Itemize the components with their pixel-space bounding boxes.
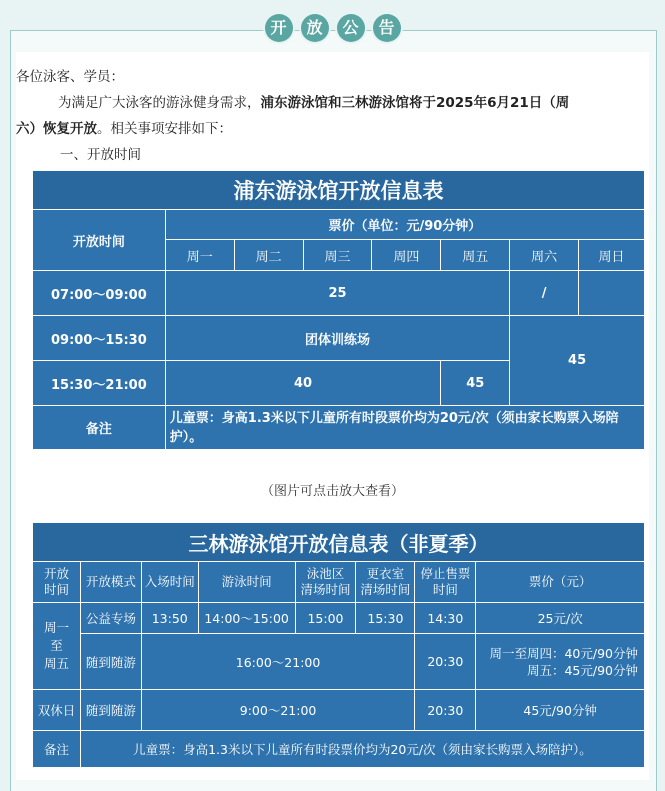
intro-paragraph-line1 — [58, 90, 569, 116]
intro-bold-text: 六）恢复开放 — [16, 121, 97, 137]
col-clear-pool: 泳池区 清场时间 — [295, 562, 356, 603]
table-title: 三林游泳馆开放信息表（非夏季） — [33, 523, 645, 562]
price-cell: 45 — [441, 361, 510, 406]
stop-sale-cell: 20:30 — [415, 634, 476, 690]
group-training-cell: 团体训练场 — [165, 316, 509, 361]
price-cell: 40 — [165, 361, 441, 406]
col-price: 票价（单位：元/90分钟） — [165, 210, 644, 240]
col-entry: 入场时间 — [141, 562, 198, 603]
weekday-label: 周一 至 周五 — [33, 603, 81, 690]
col-price: 票价（元） — [476, 562, 645, 603]
stop-sale-cell: 14:30 — [415, 603, 476, 634]
price-cell: / — [510, 271, 579, 316]
swim-cell: 14:00～15:00 — [198, 603, 295, 634]
weekend-price-cell: 45 — [510, 316, 645, 406]
weekday-header: 周三 — [303, 240, 372, 271]
section-heading: 一、开放时间 — [60, 147, 141, 163]
intro-paragraph-line2 — [16, 116, 232, 142]
price-cell: 周一至周四：40元/90分钟 周五：45元/90分钟 — [476, 634, 645, 690]
header-char: 开 — [265, 14, 293, 42]
intro-text: 为满足广大泳客的游泳健身需求， — [58, 95, 261, 111]
weekday-header: 周日 — [579, 240, 645, 271]
time-slot: 09:00～15:30 — [33, 316, 166, 361]
col-stop-sale: 停止售票 时间 — [415, 562, 476, 603]
col-open-time: 开放时间 — [33, 210, 166, 271]
greeting: 各位泳客、学员： — [16, 69, 124, 85]
header-char: 告 — [373, 14, 401, 42]
price-cell: 25 — [165, 271, 509, 316]
intro-bold-text: 浦东游泳馆和三林游泳馆将于2025年6月21日（周 — [260, 95, 570, 111]
note-text: 儿童票：身高1.3米以下儿童所有时段票价均为20元/次（须由家长购票入场陪护）。 — [165, 406, 644, 450]
pudong-schedule-table[interactable] — [32, 170, 645, 450]
weekday-header: 周一 — [165, 240, 234, 271]
stop-sale-cell: 20:30 — [415, 690, 476, 731]
swim-cell: 16:00～21:00 — [141, 634, 415, 690]
header-char: 公 — [337, 14, 365, 42]
table-title: 浦东游泳馆开放信息表 — [33, 171, 645, 210]
col-clear-room: 更衣室 清场时间 — [356, 562, 415, 603]
price-cell-empty — [579, 271, 645, 316]
notice-header — [0, 14, 665, 44]
intro-text: 。相关事项安排如下： — [97, 121, 232, 137]
time-slot: 15:30～21:00 — [33, 361, 166, 406]
entry-cell: 13:50 — [141, 603, 198, 634]
mode-cell: 随到随游 — [80, 690, 141, 731]
header-char: 放 — [301, 14, 329, 42]
weekend-label: 双休日 — [33, 690, 81, 731]
note-label: 备注 — [33, 731, 81, 768]
weekday-header: 周四 — [372, 240, 441, 271]
time-slot: 07:00～09:00 — [33, 271, 166, 316]
mode-cell: 公益专场 — [80, 603, 141, 634]
weekday-header: 周六 — [510, 240, 579, 271]
weekday-header: 周二 — [234, 240, 303, 271]
sanlin-schedule-table[interactable] — [32, 522, 645, 768]
note-label: 备注 — [33, 406, 166, 450]
mode-cell: 随到随游 — [80, 634, 141, 690]
swim-cell: 9:00～21:00 — [141, 690, 415, 731]
price-cell: 45元/90分钟 — [476, 690, 645, 731]
image-caption: （图片可点击放大查看） — [260, 484, 404, 499]
col-swim: 游泳时间 — [198, 562, 295, 603]
room-clear-cell: 15:30 — [356, 603, 415, 634]
pool-clear-cell: 15:00 — [295, 603, 356, 634]
note-text: 儿童票：身高1.3米以下儿童所有时段票价均为20元/次（须由家长购票入场陪护）。 — [80, 731, 644, 768]
price-cell: 25元/次 — [476, 603, 645, 634]
col-open-time: 开放 时间 — [33, 562, 81, 603]
col-mode: 开放模式 — [80, 562, 141, 603]
weekday-header: 周五 — [441, 240, 510, 271]
